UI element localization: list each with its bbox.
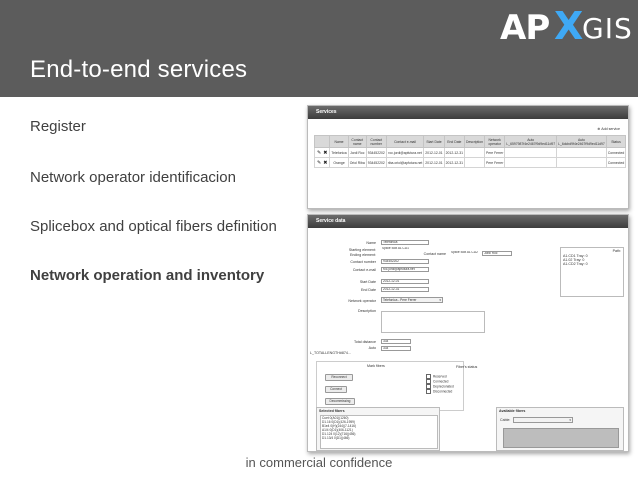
service-data-screenshot [307, 214, 629, 452]
header-auto-2 [557, 136, 607, 148]
services-table [314, 135, 626, 168]
ending-box-value: Splice Box A1.CD2 [450, 251, 480, 256]
path-panel [560, 247, 624, 297]
cell-contact-number: 934452202 [366, 148, 386, 158]
cell-auto-1 [505, 158, 557, 168]
header-auto-2-label: Auto [577, 137, 585, 142]
cell-end-date: 2012-12-31 [444, 148, 464, 158]
cell-start-date: 2012-12-01 [424, 148, 444, 158]
start-date-label: Start Date [359, 280, 376, 284]
logo-gis: GIS [582, 12, 633, 45]
logo-ap: AP [500, 8, 550, 48]
header-auto-1-label: Auto [527, 137, 535, 142]
cable-select[interactable] [513, 417, 573, 423]
bullet-network-operation: Network operation and inventory [30, 267, 265, 284]
header-auto-1 [505, 136, 557, 148]
auto-key-label: L_TOTALLENGTH#874... [310, 351, 351, 355]
contact-number-label: Contact number [350, 260, 376, 264]
services-panel-title: Services [308, 106, 628, 119]
path-label: Path: [612, 249, 621, 253]
header-auto-1-key: L_6597987f4e2467f9d9ed11d97 [506, 141, 556, 146]
header-contact-number: Contact number [366, 136, 386, 148]
cell-end-date: 2012-12-31 [444, 158, 464, 168]
name-input[interactable]: Telefonica [381, 240, 429, 245]
list-item[interactable]: D1.16 0(D1)(426-1959) [322, 420, 355, 424]
services-screenshot [307, 105, 629, 209]
cell-status: Connected [606, 148, 625, 158]
bullet-register: Register [30, 118, 86, 135]
list-item[interactable]: Cuet 0(A01)(1260) [322, 416, 349, 420]
cable-label: Cable: [500, 418, 511, 422]
network-operator-label: Network operator [348, 299, 376, 303]
edit-icon[interactable]: ✎ [317, 149, 322, 156]
contact-email-label: Contact e-mail [352, 268, 376, 272]
cell-auto-2 [557, 148, 607, 158]
total-distance-label: Total distance [354, 340, 376, 344]
available-fibers-label: Available fibers [499, 409, 526, 413]
header-actions [315, 136, 330, 148]
slide-title: End-to-end services [30, 56, 248, 83]
cell-auto-2 [557, 158, 607, 168]
auto-label: Auto [368, 346, 376, 350]
header-status: Status [606, 136, 625, 148]
header-bar [0, 0, 638, 97]
cell-auto-1 [505, 148, 557, 158]
table-row[interactable] [315, 148, 626, 158]
path-line-1: A1.CD1 Tray: 0 [563, 254, 588, 258]
path-line-3: A1.CD2 Tray: 0 [563, 262, 588, 266]
list-item[interactable]: D1.124 0(12)(716)(456) [322, 432, 356, 436]
available-fibers-panel [496, 407, 624, 451]
delete-icon[interactable]: ✖ [323, 149, 328, 156]
contact-number-input[interactable]: 934452202 [381, 259, 429, 264]
row-actions [315, 158, 330, 168]
selected-fibers-label: Selected fibers [319, 409, 345, 413]
total-distance-input[interactable]: 334 [381, 339, 411, 344]
service-data-panel-title: Service data [308, 215, 628, 228]
fibers-status-label: Fiber's status [456, 365, 478, 369]
path-line-2: A1.02 Tray: 0 [563, 258, 585, 262]
cell-description [465, 158, 485, 168]
cell-name: Orange [330, 158, 348, 168]
list-item[interactable]: D1.13/4 0(D1)(466) [322, 436, 350, 440]
cell-status: Connected [606, 158, 625, 168]
services-header-row [315, 136, 626, 148]
cell-name: Telefonica [330, 148, 348, 158]
chevron-down-icon: ▾ [569, 418, 571, 422]
footer-text: in commercial confidence [245, 455, 393, 470]
header-auto-2-key: L_6dcbd9f4e2467f9d9ed11d97 [558, 141, 605, 146]
status-reserved-checkbox[interactable]: Reserved [426, 374, 447, 379]
apx-gis-logo [492, 6, 638, 54]
decommission-button[interactable]: Decommissing [325, 398, 355, 405]
contact-email-input[interactable]: roc.jordi@apfutura.net [381, 267, 429, 272]
end-date-input[interactable]: 2012-12-31 [381, 287, 429, 292]
bullet-splicebox: Splicebox and optical fibers definition [30, 218, 277, 235]
header-name: Name [330, 136, 348, 148]
end-date-label: End Date [361, 288, 376, 292]
selected-fibers-list[interactable] [320, 415, 438, 449]
edit-icon[interactable]: ✎ [317, 159, 322, 166]
cell-contact-name: Oriol Riba [348, 158, 366, 168]
cell-contact-name: Jordi Roc [348, 148, 366, 158]
reconnect-button[interactable]: Reconnect [325, 374, 353, 381]
starting-element-label: Starting element: [348, 248, 376, 252]
cell-start-date: 2012-12-01 [424, 158, 444, 168]
header-description: Description [465, 136, 485, 148]
cell-contact-email: roc.jordi@apfutura.net [386, 148, 424, 158]
cell-operator: Pere Ferrer [484, 148, 504, 158]
status-connected-checkbox[interactable]: Connected [426, 379, 448, 384]
name-label: Name [366, 241, 376, 245]
chevron-down-icon: ▾ [439, 298, 441, 302]
bullet-network-operator: Network operator identificacion [30, 169, 236, 186]
mark-fibers-label: Mark fibers [367, 364, 385, 368]
header-network-operator: Network operator [484, 136, 504, 148]
header-end-date: End Date [444, 136, 464, 148]
cell-operator: Pere Ferrer [484, 158, 504, 168]
connect-button[interactable]: Connect [325, 386, 347, 393]
header-contact-name: Contact name [348, 136, 366, 148]
contact-name-label: Contact name [423, 252, 446, 256]
list-item[interactable]: A1/4 0(D1)(406-1121) [322, 428, 353, 432]
cell-contact-number: 934452202 [366, 158, 386, 168]
status-disconnected-checkbox[interactable]: Disconnected [426, 389, 452, 394]
selected-fibers-panel [316, 407, 440, 451]
add-service-button[interactable]: ⊕ Add service [597, 127, 620, 131]
contact-name-input[interactable]: Jordi Roc [482, 251, 512, 256]
network-operator-value: Telefonica - Pere Ferrer [383, 298, 417, 302]
header-contact-email: Contact e-mail [386, 136, 424, 148]
add-service-label: Add service [601, 127, 620, 131]
list-item[interactable]: B1e4 0(H)(244)(7-1416) [322, 424, 357, 428]
start-date-input[interactable]: 2012-12-01 [381, 279, 429, 284]
ending-element-label: Ending element: [350, 253, 376, 257]
description-textarea[interactable] [381, 311, 485, 333]
cell-description [465, 148, 485, 158]
status-deprecionated-checkbox[interactable]: Deprecionated [426, 384, 454, 389]
row-actions [315, 148, 330, 158]
table-row[interactable] [315, 158, 626, 168]
description-label: Description [358, 309, 376, 313]
available-fibers-list[interactable] [503, 428, 619, 448]
auto-input[interactable]: 334 [381, 346, 411, 351]
network-operator-select[interactable] [381, 297, 443, 303]
cell-contact-email: riba.oriol@apfutura.net [386, 158, 424, 168]
logo-x: X [554, 4, 584, 48]
header-start-date: Start Date [424, 136, 444, 148]
delete-icon[interactable]: ✖ [323, 159, 328, 166]
starting-element-value: Splice Box A1.CD1 [381, 247, 429, 252]
